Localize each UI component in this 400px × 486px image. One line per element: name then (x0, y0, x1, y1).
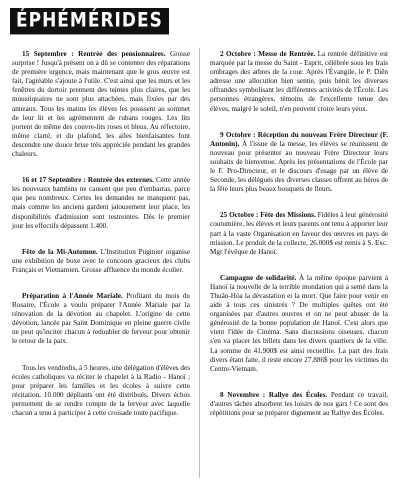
entry-rentree-externes (12, 176, 190, 231)
entry-body: Fidèles à leur générosité coutumière, les élèves et leurs parents ont tenu à apporter leur part à la vaste Organisation en faveur des œuvres en pays de mission. Le produit de la collecte, 26.000$ est remis à S. Exc. Mgr l'évêque de Hanoï. (210, 211, 388, 256)
entry-body: Cette année les nouveaux bambins ne causent que peu d'embarras, parce que peu nombreux. Certes les demandes ne manquent pas, mais comme les anciens gardent jalousement leur place, les disponibilités d'admission sont restreintes. Dès le premier jour les effectifs dépassent 1.400. (12, 176, 190, 230)
entry-body: Profitant du mois du Rosaire, l'École a voulu préparer l'Année Mariale par la rénovation de la dévotion au chapelet. L'origine de cette dévotion, lancée par Saint Dominique en pleine guerre civile ne peut qu'inciter chacun à redoubler de ferveur pour obtenir le retour de la paix. (12, 291, 190, 346)
entry-body: Tous les vendredis, à 5 heures, une délégation d'élèves des écoles catholiques va réciter le chapelet à la Radio - Hanoï ; pour préparer les familles et les écoles à suivre cette récitation, 10.000 dépliants ont été distribués. Divers échos permettent de se rendre compte de la ferveur avec laquelle chacun a tenu à participer à cette croisade toute pacifique. (12, 363, 190, 417)
entry-rentree-pensionnaires (12, 50, 190, 159)
entry-heading: 16 et 17 Septembre : Rentrée des externes. (22, 176, 154, 185)
entry-body: À la même époque parvient à Hanoï la nouvelle de la terrible inondation qui a semé dans la Thuân-Hóa la dévastation et la mort. Que faire pour venir en aide à tous ces sinistrés ? De multiples quêtes ont été organisées par d'autres œuvres et on ne peut abuser de la générosité de la bonne population de Hanoï. C'est alors que vient l'idée de Cinéma. Sans discussions oiseuses, chacun s'en va placer les billets dans les divers quartiers de la ville. La somme de 41.900$ est ainsi recueillie. La part des frais divers étant faite, il reste encore 27.886$ pour les victimes du Centre-Vietnam. (210, 273, 389, 373)
page-title: ÉPHÉMÉRIDES (10, 8, 169, 34)
entry-fete-missions (210, 211, 388, 256)
entry-body: L'Institution Puginier organise une exhibition de boxe avec le concours gracieux des clubs Français et Vietnamien. Grosse affluence du monde écolier. (12, 247, 191, 274)
entry-heading: 9 Octobre : Réception du nouveau Frère Directeur (F. Antonin). (210, 130, 388, 148)
entry-heading: Préparation à l'Année Mariale. (22, 291, 123, 300)
entry-heading: 15 Septembre : Rentrée des pensionnaires. (22, 50, 166, 58)
entry-body: À l'issue de la messe, les élèves se réunissent de nouveau pour présenter au nouveau Frère Directeur leurs souhaits de bienvenue. Après les présentations de l'École par le F. Pro-Directeur, et le discours d'usage par un élève de Seconde, les délégués des diverses classes offrent au héros de la fête leurs plus beaux bouquets de fleurs. (210, 139, 388, 194)
entry-reception-directeur (210, 131, 388, 195)
entry-campagne-solidarite (210, 274, 388, 374)
entry-heading: Campagne de solidarité. (220, 273, 297, 282)
entry-body: Pendant ce travail, d'autres tâches absorbent les loisirs de nos gars ! Ce sont des répétitions pour se préparer dignement au Rallye des Écoles. (210, 390, 388, 417)
column-divider (199, 48, 200, 478)
entry-heading: 2 Octobre : Messe de Rentrée. (220, 50, 316, 58)
entry-annee-mariale (12, 292, 190, 347)
entry-heading: 25 Octobre : Fête des Missions. (220, 211, 316, 220)
entry-heading: Fête de la Mi-Automne. (22, 247, 98, 256)
entry-body: Grosse surprise ! Jusqu'à présent on a dû se contenter des réparations de première urgence, mais maintenant que le gros œuvre est fait, l'agréable s'ajoute à l'utile. C'est ainsi que les murs et les fenêtres du dortoir prennent des teintes plus claires, que les moustiquaires ne sont plus attachées, mais fixées par des anneaux. Tous les matins les élèves les poussent au sommet de leur lit et les agrémentent de rubans rouges. Les lits portent de même des couvre-lits roses et bleus. Au réfectoire, même clarté, et du plafond, les ailes bienfaisantes font descendre une douce brise très appréciée pendant les grandes chaleurs. (12, 50, 191, 159)
entry-fete-mi-automne (12, 248, 190, 275)
entry-messe-rentree (210, 50, 388, 114)
right-column (210, 50, 388, 430)
entry-heading: 8 Novembre : Rallye des Écoles. (220, 390, 328, 399)
left-column (12, 50, 190, 430)
entry-rallye-ecoles (210, 391, 388, 418)
entry-body: La rentrée définitive est marquée par la messe du Saint - Esprit, célébrée sous les frais ombrages des arbres de la cour. Après l'Évangile, le P. Diên adresse une allocution bien sentie, puis bénit les diverses offrandes symbolisant les différentes activités de l'École. Les personnes étrangères, témoins de l'excellente tenue des élèves, malgré le soleil, n'en peuvent croire leurs yeux. (210, 50, 389, 113)
entry-chapelet-radio (12, 364, 190, 419)
